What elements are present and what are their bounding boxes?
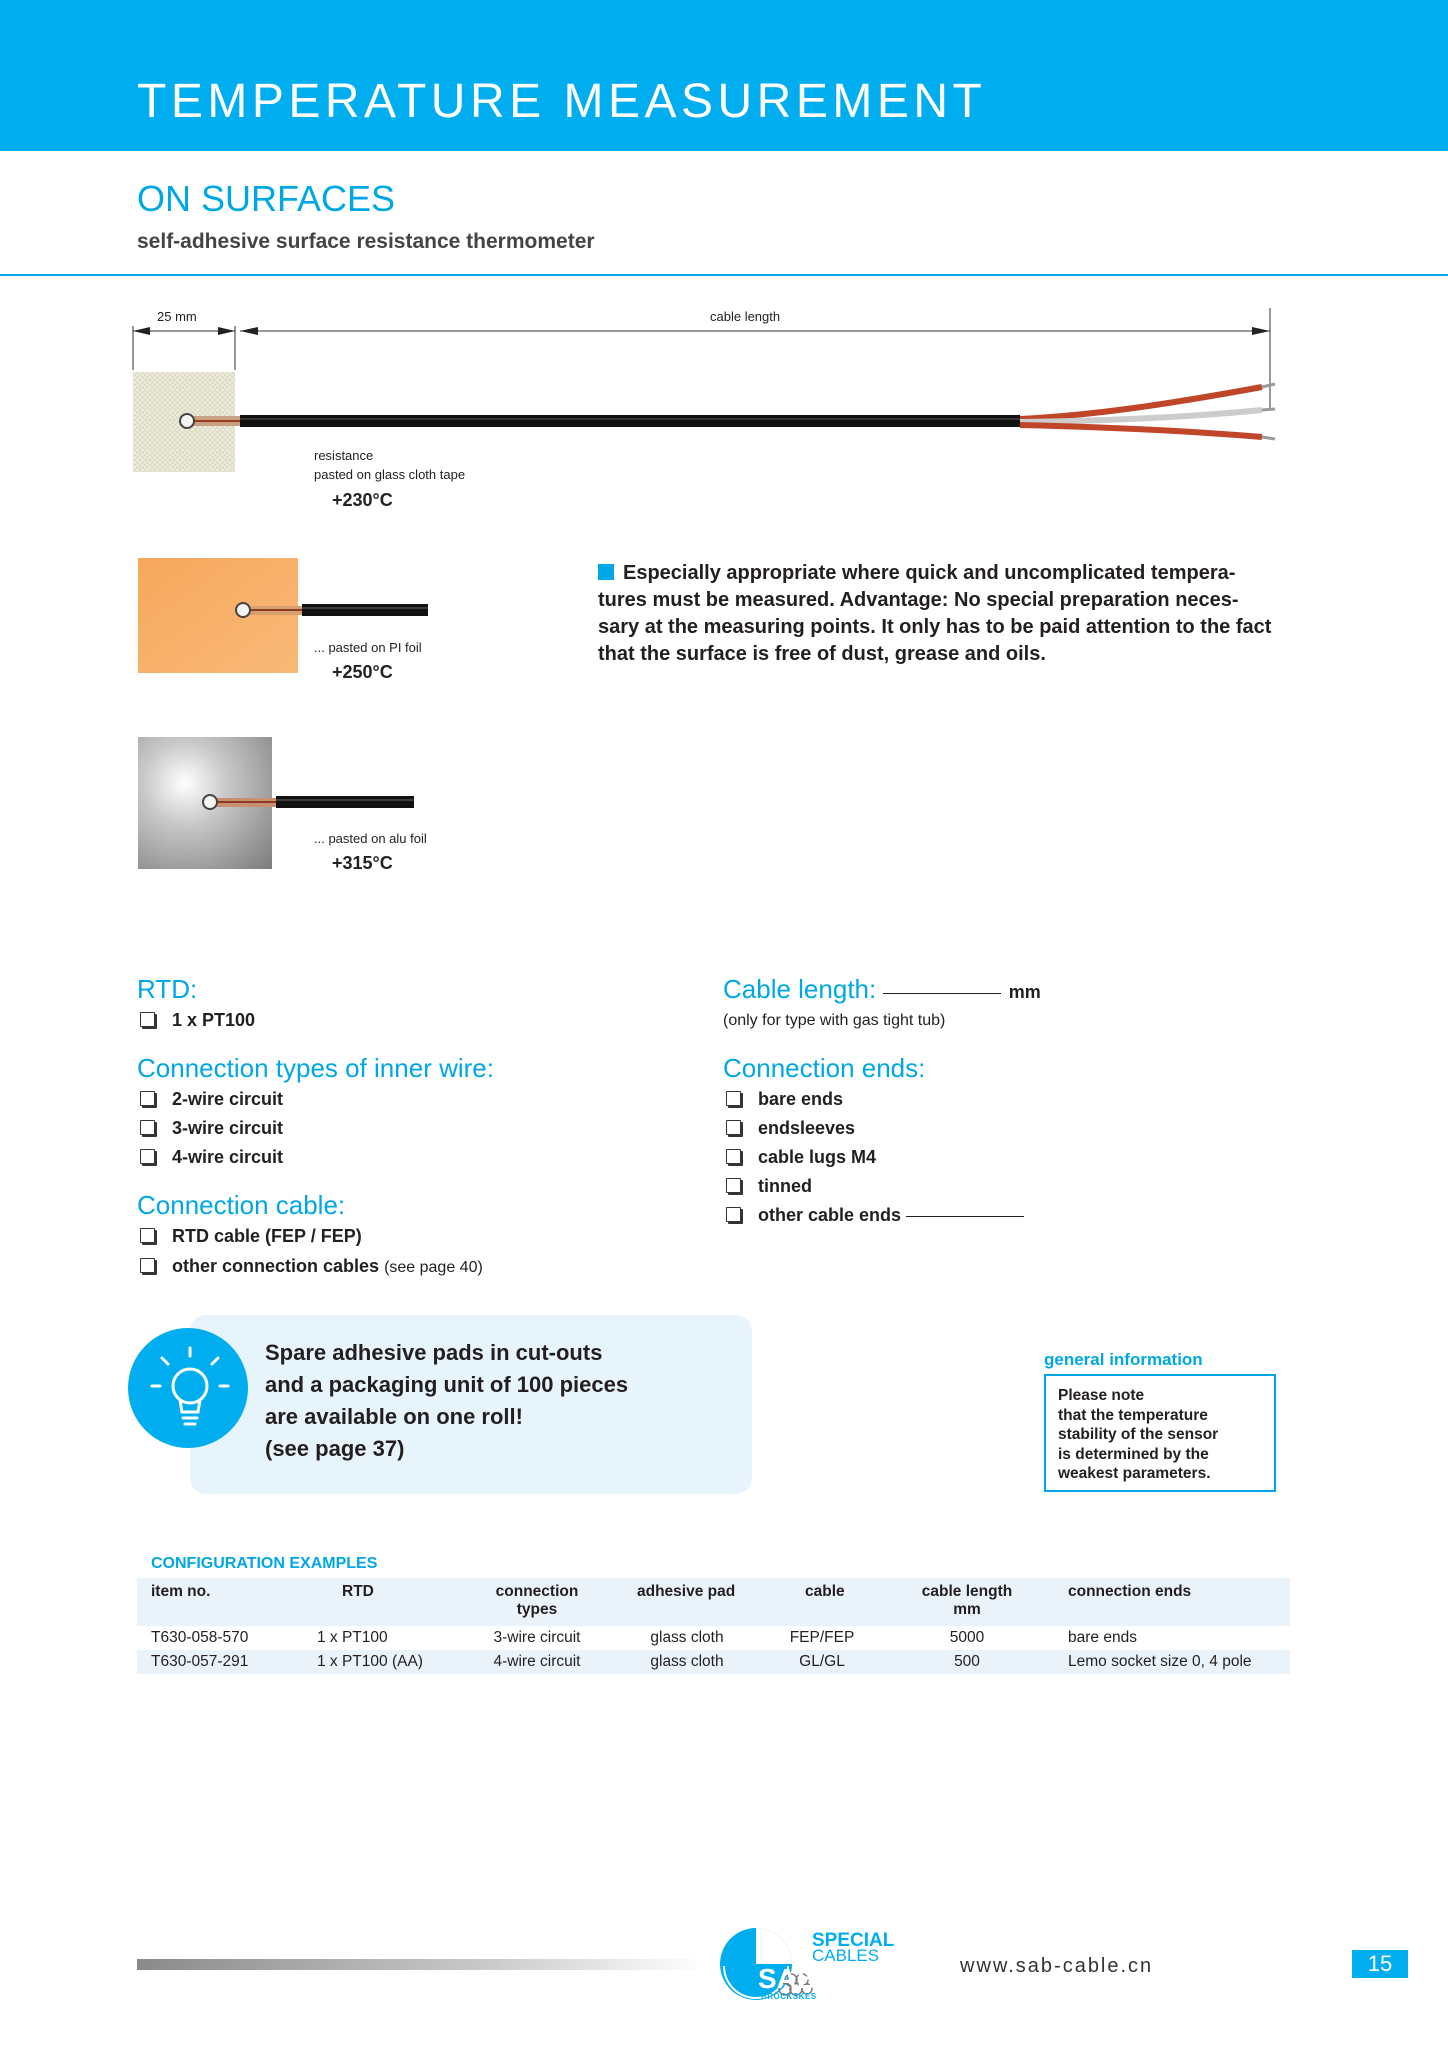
col-connection-ends: connection ends bbox=[1068, 1583, 1192, 1600]
checkbox-icon[interactable] bbox=[140, 1012, 155, 1027]
sensor1-caption2: pasted on glass cloth tape bbox=[314, 467, 466, 482]
sensor2-caption: ... pasted on PI foil bbox=[314, 640, 422, 655]
connection-ends-heading: Connection ends: bbox=[723, 1053, 926, 1083]
col-cable-length: cable length mm bbox=[921, 1583, 1013, 1618]
config-table bbox=[137, 1578, 1290, 1674]
sensor1-caption: resistance bbox=[314, 448, 374, 463]
cable-length-heading: Cable length: mm bbox=[723, 974, 1041, 1004]
col-adhesive-pad: adhesive pad bbox=[637, 1583, 736, 1600]
logo-sab: SAB bbox=[758, 1963, 818, 1994]
feature-text: Especially appropriate where quick and uncomplicated tempera-tures must be measured. Advantage: No special preparation neces-sary at the measuring points. It only has to be paid attention to the fact that the surface is free of dust, grease and oils. bbox=[598, 562, 1272, 665]
see-page-note: (see page 40) bbox=[384, 1259, 483, 1276]
divider bbox=[0, 274, 1448, 276]
page-title: TEMPERATURE MEASUREMENT bbox=[137, 75, 987, 128]
page-number: 15 bbox=[1367, 1951, 1393, 1976]
sensor3-temp: +315°C bbox=[332, 853, 393, 873]
option-3-wire[interactable]: 3-wire circuit bbox=[140, 1118, 283, 1139]
lightbulb-icon bbox=[128, 1328, 248, 1448]
sensor-alu-foil bbox=[138, 737, 414, 869]
checkbox-icon[interactable] bbox=[726, 1207, 741, 1222]
logo-special: SPECIAL bbox=[812, 1930, 895, 1951]
col-rtd: RTD bbox=[342, 1583, 374, 1600]
sensor3-caption: ... pasted on alu foil bbox=[314, 831, 427, 846]
checkbox-icon[interactable] bbox=[140, 1149, 155, 1164]
option-other-ends[interactable]: other cable ends bbox=[726, 1205, 1024, 1226]
option-other-cables[interactable]: other connection cables (see page 40) bbox=[140, 1256, 483, 1277]
col-connection-types: connection types bbox=[495, 1583, 579, 1618]
connection-cable-heading: Connection cable: bbox=[137, 1190, 346, 1220]
option-endsleeves[interactable]: endsleeves bbox=[726, 1118, 855, 1139]
logo-brockskes: BRÖCKSKES bbox=[761, 1992, 817, 2001]
rtd-option[interactable]: 1 x PT100 bbox=[140, 1010, 255, 1031]
option-2-wire[interactable]: 2-wire circuit bbox=[140, 1089, 283, 1110]
feature-description bbox=[598, 560, 1278, 668]
sensor-pi-foil bbox=[138, 558, 428, 673]
checkbox-icon[interactable] bbox=[726, 1149, 741, 1164]
tip-text: Spare adhesive pads in cut-outs and a packaging unit of 100 pieces are available on one roll! (see page 37) bbox=[265, 1340, 629, 1461]
col-item-no: item no. bbox=[151, 1583, 211, 1600]
general-info-text: Please note that the temperature stability of the sensor is determined by the weakest parameters. bbox=[1058, 1387, 1219, 1482]
col-cable: cable bbox=[805, 1583, 845, 1600]
option-rtd-cable[interactable]: RTD cable (FEP / FEP) bbox=[140, 1226, 362, 1247]
config-title: CONFIGURATION EXAMPLES bbox=[151, 1555, 378, 1572]
other-ends-input[interactable] bbox=[906, 1216, 1024, 1217]
section-title: ON SURFACES bbox=[137, 178, 396, 219]
table-row: T630-058-570 1 x PT100 3-wire circuit glass cloth FEP/FEP 5000 bare ends bbox=[137, 1626, 1290, 1650]
checkbox-icon[interactable] bbox=[140, 1091, 155, 1106]
lightbulb-badge bbox=[128, 1328, 248, 1448]
footer-gradient-bar bbox=[137, 1959, 707, 1970]
checkbox-icon[interactable] bbox=[140, 1258, 155, 1273]
rtd-heading: RTD: bbox=[137, 974, 198, 1004]
table-header bbox=[137, 1578, 1290, 1626]
checkbox-icon[interactable] bbox=[140, 1120, 155, 1135]
sensor-glass-cloth bbox=[133, 372, 1275, 472]
sensor2-temp: +250°C bbox=[332, 662, 393, 682]
section-subtitle: self-adhesive surface resistance thermometer bbox=[137, 230, 595, 253]
dim-25mm-label: 25 mm bbox=[157, 309, 197, 324]
logo-cables: CABLES bbox=[812, 1946, 880, 1965]
checkbox-icon[interactable] bbox=[726, 1091, 741, 1106]
checkbox-icon[interactable] bbox=[140, 1228, 155, 1243]
footer-url[interactable]: www.sab-cable.cn bbox=[960, 1955, 1154, 1977]
table-row: T630-057-291 1 x PT100 (AA) 4-wire circuit glass cloth GL/GL 500 Lemo socket size 0, 4 pole bbox=[137, 1650, 1290, 1674]
dim-cable-length-label: cable length bbox=[710, 309, 781, 324]
checkbox-icon[interactable] bbox=[726, 1120, 741, 1135]
sensor1-temp: +230°C bbox=[332, 490, 393, 510]
inner-wire-heading: Connection types of inner wire: bbox=[137, 1053, 494, 1083]
bullet-square-icon bbox=[598, 564, 614, 580]
option-cable-lugs[interactable]: cable lugs M4 bbox=[726, 1147, 876, 1168]
general-info-label: general information bbox=[1044, 1350, 1203, 1369]
dimension-lines bbox=[133, 308, 1270, 408]
option-4-wire[interactable]: 4-wire circuit bbox=[140, 1147, 283, 1168]
cable-length-note: (only for type with gas tight tub) bbox=[723, 1012, 946, 1029]
option-tinned[interactable]: tinned bbox=[726, 1176, 812, 1197]
checkbox-icon[interactable] bbox=[726, 1178, 741, 1193]
option-bare-ends[interactable]: bare ends bbox=[726, 1089, 843, 1110]
cable-length-input[interactable] bbox=[883, 993, 1001, 994]
